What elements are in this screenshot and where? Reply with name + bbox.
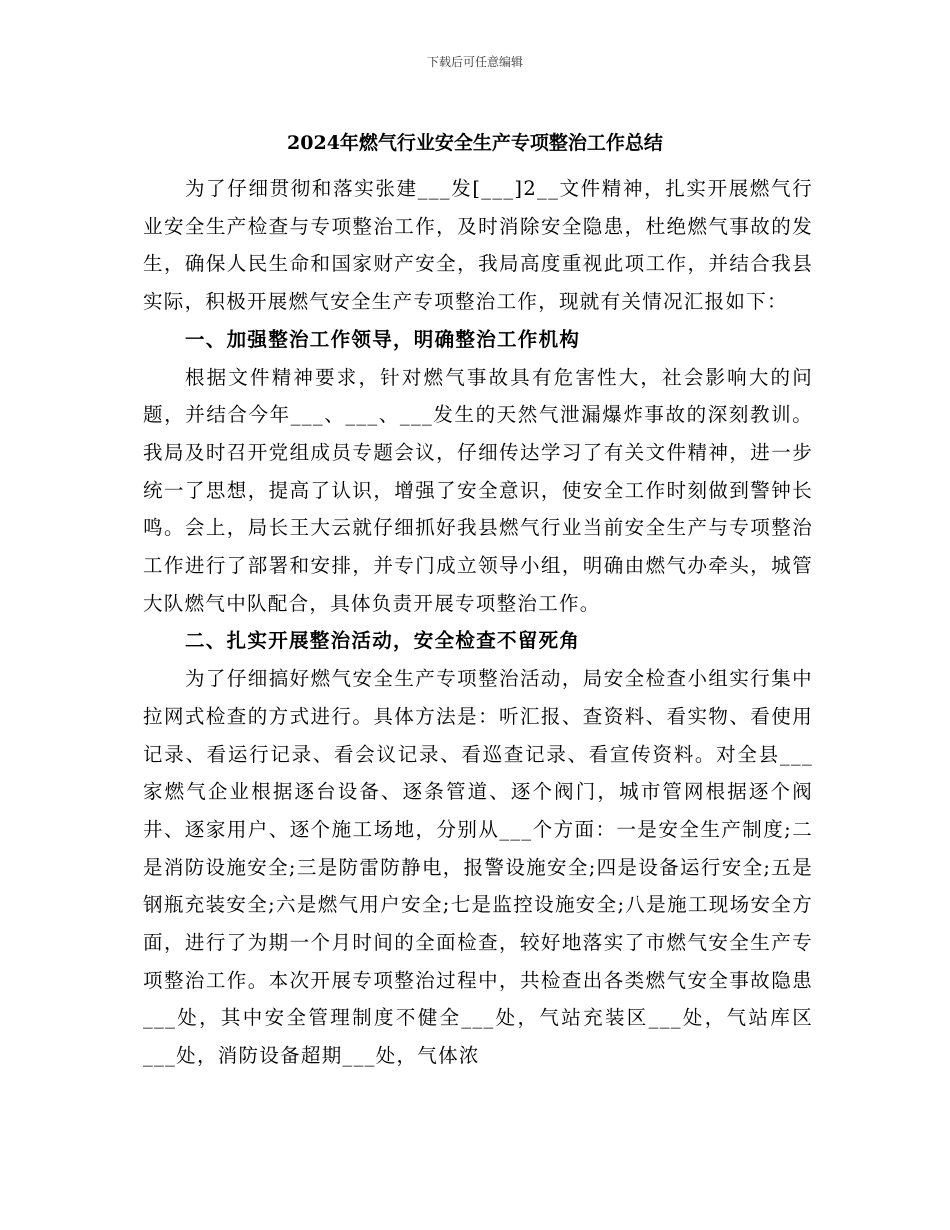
intro-paragraph: 为了仔细贯彻和落实张建___发[___]2__文件精神，扎实开展燃气行业安全生产检查与专项整治工作，及时消除安全隐患，杜绝燃气事故的发生，确保人民生命和国家财产安全，我局高度重视此项工作，并结合我县实际，积极开展燃气安全生产专项整治工作，现就有关情况汇报如下： [143, 177, 813, 314]
page-header-note: 下载后可任意编辑 [426, 55, 523, 69]
section-1-paragraph: 根据文件精神要求，针对燃气事故具有危害性大，社会影响大的问题，并结合今年___、___、___发生的天然气泄漏爆炸事故的深刻教训。我局及时召开党组成员专题会议，仔细传达学习了有关文件精神，进一步统一了思想，提高了认识，增强了安全意识，使安全工作时刻做到警钟长鸣。会上，局长王大云就仔细抓好我县燃气行业当前安全生产与专项整治工作进行了部署和安排，并专门成立领导小组，明确由燃气办牵头，城管大队燃气中队配合，具体负责开展专项整治工作。 [143, 365, 813, 615]
section-2-paragraph: 为了仔细搞好燃气安全生产专项整治活动，局安全检查小组实行集中拉网式检查的方式进行。具体方法是：听汇报、查资料、看实物、看使用记录、看运行记录、看会议记录、看巡查记录、看宣传资料。对全县___家燃气企业根据逐台设备、逐条管道、逐个阀门，城市管网根据逐个阀井、逐家用户、逐个施工场地，分别从___个方面：一是安全生产制度;二是消防设施安全;三是防雷防静电，报警设施安全;四是设备运行安全;五是钢瓶充装安全;六是燃气用户安全;七是监控设施安全;八是施工现场安全方面，进行了为期一个月时间的全面检查，较好地落实了市燃气安全生产专项整治工作。本次开展专项整治过程中，共检查出各类燃气安全事故隐患___处，其中安全管理制度不健全___处，气站充装区___处，气站库区___处，消防设备超期___处，气体浓 [143, 667, 813, 1068]
document-body [143, 170, 813, 1075]
section-heading-2: 二、扎实开展整治活动，安全检查不留死角 [185, 629, 581, 653]
section-heading-1: 一、加强整治工作领导，明确整治工作机构 [185, 327, 581, 351]
document-title: 2024年燃气行业安全生产专项整治工作总结 [287, 132, 663, 154]
